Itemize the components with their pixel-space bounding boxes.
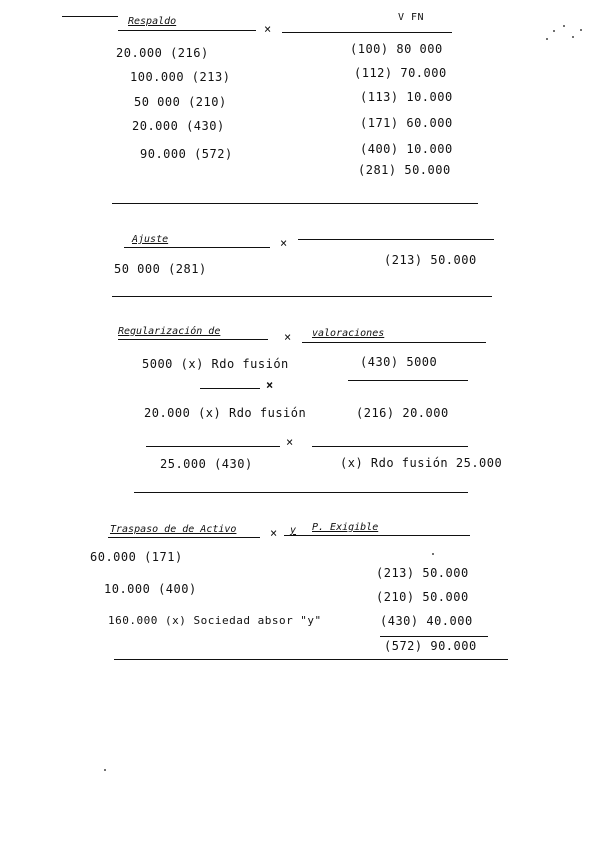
section4-left-row: 10.000 (400) — [104, 582, 197, 596]
section4-right-row: (430) 40.000 — [380, 614, 473, 628]
section4-title-mid: y — [290, 525, 297, 536]
section4-right-row: (213) 50.000 — [376, 566, 469, 580]
section2-x-mark: × — [280, 236, 288, 250]
section1-left-row: 50 000 (210) — [134, 95, 227, 109]
section1-left-row: 100.000 (213) — [130, 70, 231, 84]
speck — [432, 553, 434, 555]
section3-sub-rule-right-2 — [312, 446, 468, 447]
section1-title: Respaldo — [128, 16, 177, 27]
section3-x-mark: × — [284, 330, 292, 344]
section3-x-mark-3: × — [286, 435, 294, 449]
top-left-rule — [62, 16, 118, 17]
section1-left-row: 20.000 (430) — [132, 119, 225, 133]
section4-left-row: 160.000 (x) Sociedad absor "y" — [108, 614, 322, 627]
section4-left-row: 60.000 (171) — [90, 550, 183, 564]
section1-right-row: (281) 50.000 — [358, 163, 451, 177]
section3-sub-rule-left — [200, 388, 260, 389]
section2-left-rule — [124, 247, 270, 248]
section1-right-row: (171) 60.000 — [360, 116, 453, 130]
section4-right-row: (572) 90.000 — [384, 639, 477, 653]
speck — [572, 36, 574, 38]
section3-title-right: valoraciones — [312, 328, 385, 339]
section4-inner-rule — [380, 636, 488, 637]
section2-title: Ajuste — [132, 234, 169, 245]
section4-title: Traspaso de de Activo — [110, 524, 237, 535]
speck — [563, 25, 565, 27]
speck — [580, 29, 582, 31]
section1-x-mark: × — [264, 22, 272, 36]
section3-row-right: (430) 5000 — [360, 355, 438, 369]
section3-x-mark-2: × — [266, 378, 274, 392]
section1-left-row: 90.000 (572) — [140, 147, 233, 161]
section2-bottom-rule — [112, 296, 492, 297]
section1-right-row: (113) 10.000 — [360, 90, 453, 104]
section3-row-right: (x) Rdo fusión 25.000 — [340, 456, 503, 470]
section4-x-mark: × — [270, 526, 278, 540]
section3-row-left: 5000 (x) Rdo fusión — [142, 357, 289, 371]
section1-bottom-rule — [112, 203, 478, 204]
section1-right-row: (112) 70.000 — [354, 66, 447, 80]
section3-sub-rule-left-2 — [146, 446, 280, 447]
section3-sub-rule-right — [348, 380, 468, 381]
section2-right-rule — [298, 239, 494, 240]
section3-row-right: (216) 20.000 — [356, 406, 449, 420]
section4-right-rule — [284, 535, 470, 536]
section1-right-row: (400) 10.000 — [360, 142, 453, 156]
section1-right-row: (100) 80 000 — [350, 42, 443, 56]
section2-right: (213) 50.000 — [384, 253, 477, 267]
section2-left: 50 000 (281) — [114, 262, 207, 276]
section1-left-rule — [118, 30, 256, 31]
section3-row-left: 20.000 (x) Rdo fusión — [144, 406, 307, 420]
section4-title-right: P. Exigible — [312, 522, 379, 533]
section1-right-rule — [282, 32, 452, 33]
section4-bottom-rule — [114, 659, 508, 660]
section4-left-rule — [108, 537, 260, 538]
section1-left-row: 20.000 (216) — [116, 46, 209, 60]
section3-left-rule — [118, 339, 268, 340]
speck — [104, 769, 106, 771]
section3-row-left: 25.000 (430) — [160, 457, 253, 471]
section1-title-right: V FN — [398, 12, 425, 23]
section3-bottom-rule — [134, 492, 468, 493]
section3-title: Regularización de — [118, 326, 221, 337]
section3-right-rule — [302, 342, 486, 343]
speck — [553, 30, 555, 32]
section4-right-row: (210) 50.000 — [376, 590, 469, 604]
speck — [546, 38, 548, 40]
